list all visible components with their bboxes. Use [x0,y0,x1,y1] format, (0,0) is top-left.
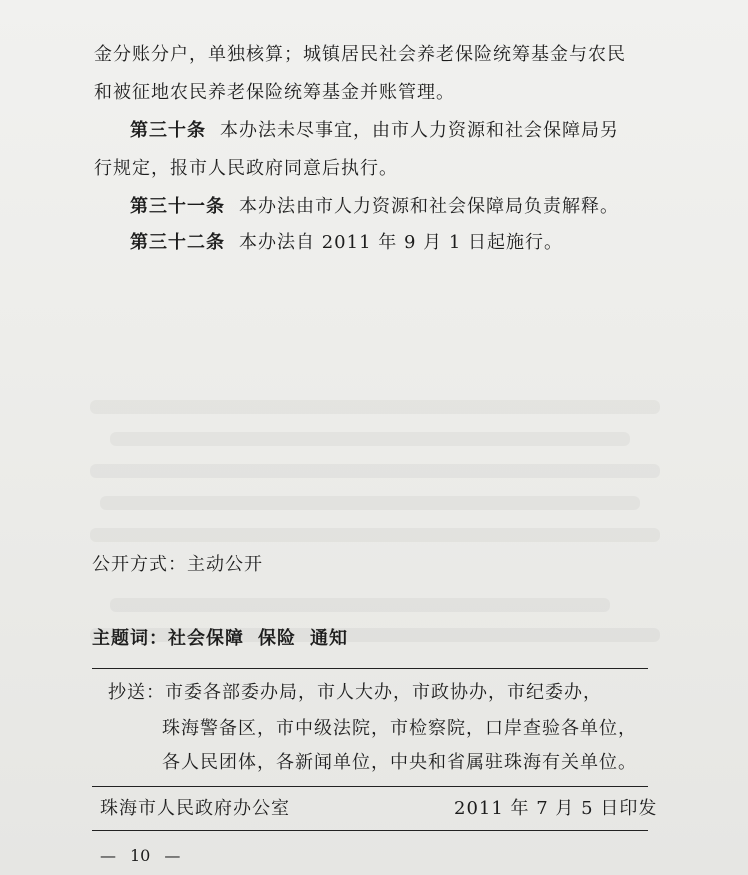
cc-line-3: 各人民团体，各新闻单位，中央和省属驻珠海有关单位。 [162,752,637,773]
issue-date: 2011 年 7 月 5 日印发 [454,798,658,819]
subject-term: 保险 [258,628,296,649]
subject-label: 主题词： [92,628,168,649]
subject-term: 社会保障 [168,628,244,649]
article-32-label: 第三十二条 [130,232,225,253]
bleed-through-mark [90,464,660,478]
bleed-through-mark [90,528,660,542]
divider-bottom [92,830,648,831]
subject-terms [92,626,348,652]
issuing-office: 珠海市人民政府办公室 [100,798,290,819]
body-line-2: 和被征地农民养老保险统筹基金并账管理。 [94,82,455,103]
disclosure-method: 公开方式：主动公开 [92,554,263,575]
bleed-through-mark [100,496,640,510]
bleed-through-mark [90,400,660,414]
cc-recipients: 市委各部委办局，市人大办，市政协办，市纪委办， [165,682,602,703]
article-31-text: 本办法由市人力资源和社会保障局负责解释。 [239,196,619,217]
cc-line-2: 珠海警备区，市中级法院，市检察院，口岸查验各单位， [162,718,637,739]
divider-top [92,668,648,669]
article-31 [130,194,619,220]
article-30-label: 第三十条 [130,120,206,141]
page-number-value: 10 [130,846,151,865]
article-30 [130,118,619,144]
body-line-1: 金分账分户，单独核算；城镇居民社会养老保险统筹基金与农民 [94,44,626,65]
article-30-text: 本办法未尽事宜，由市人力资源和社会保障局另 [220,120,619,141]
cc-line-1 [108,680,602,706]
subject-term: 通知 [310,628,348,649]
article-32 [130,230,563,256]
bleed-through-mark [110,432,630,446]
divider-middle [92,786,648,787]
article-30-continuation: 行规定，报市人民政府同意后执行。 [94,158,398,179]
cc-label: 抄送： [108,682,165,703]
article-32-text: 本办法自 2011 年 9 月 1 日起施行。 [239,232,564,253]
page-number: — 10 — [100,846,181,865]
bleed-through-mark [110,598,610,612]
article-31-label: 第三十一条 [130,196,225,217]
